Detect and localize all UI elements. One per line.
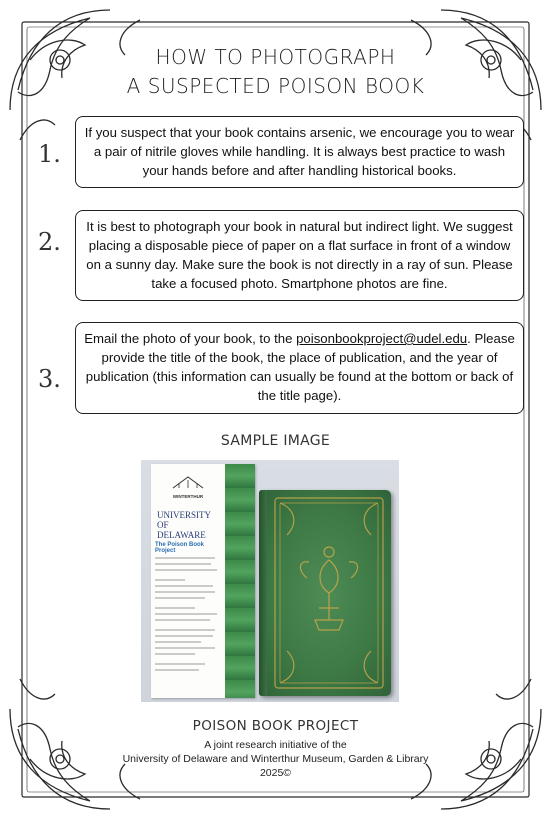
footer-line-1: A joint research initiative of the (204, 739, 347, 751)
gilt-ornament-icon (267, 490, 391, 696)
step-2-number: 2. (38, 228, 61, 256)
bookmark-university: UNIVERSITY OF DELAWARE (157, 510, 211, 540)
sample-image-label: SAMPLE IMAGE (220, 433, 331, 449)
step-3-text-before: Email the photo of your book, to the (84, 331, 297, 346)
footer-line-2: University of Delaware and Winterthur Museum, Garden & Library (122, 753, 429, 765)
bookmark-green-strip (225, 464, 255, 698)
page-title-line2: A SUSPECTED POISON BOOK (126, 74, 425, 98)
step-1-text: If you suspect that your book contains arsenic, we encourage you to wear a pair of nitrile gloves while handling. It is always best practice to wash your hands before and after handling historical books. (84, 125, 515, 178)
step-2-text: It is best to photograph your book in natural but indirect light. We suggest placing a disposable piece of paper on a flat surface in front of a window on a sunny day. Make sure the book is not directly in a ray of sun. Please take a focused photo. Smartphone photos are fine. (86, 219, 513, 291)
footer-year: 2025© (259, 767, 292, 779)
step-2-box (75, 210, 524, 301)
bookmark-org: WINTERTHUR (172, 494, 204, 499)
winterthur-logo-icon (169, 474, 207, 492)
footer-project-title: POISON BOOK PROJECT (192, 718, 359, 734)
step-1-number: 1. (38, 140, 61, 168)
step-1-box (75, 116, 524, 188)
page-title-line1: HOW TO PHOTOGRAPH (155, 45, 396, 69)
step-3-number: 3. (38, 365, 61, 393)
bookmark (151, 464, 255, 698)
sample-photo (141, 460, 399, 702)
email-link[interactable]: poisonbookproject@udel.edu (296, 331, 468, 346)
step-3-box (75, 322, 524, 414)
bookmark-heading: The Poison Book Project (155, 542, 205, 554)
green-book (259, 490, 391, 696)
step-3-text-after: . Please provide the title of the book, the place of publication, and the year of publication (this information can usually be found at the bottom or back of the title page). (85, 331, 515, 403)
bookmark-text-lines (155, 554, 221, 684)
